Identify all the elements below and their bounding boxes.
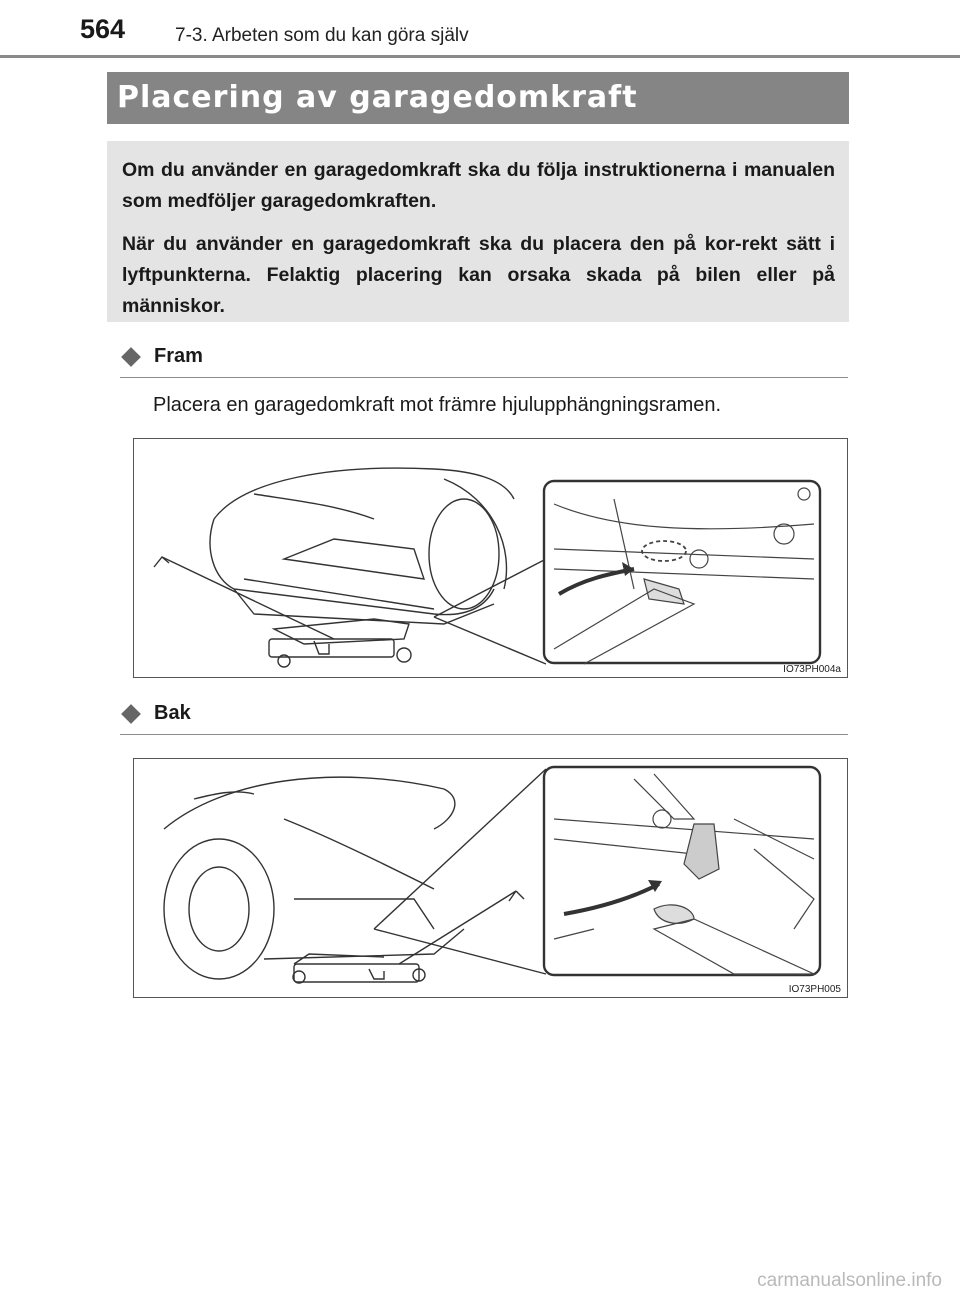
section-heading-bak [120,699,848,735]
section-label: Bak [154,702,191,724]
front-jack-drawing [134,439,847,677]
page-number: 564 [80,14,126,44]
info-paragraph: Om du använder en garagedomkraft ska du följa instruktionerna i manualen som medföljer garagedomkraften. [122,159,835,212]
front-jack-illustration [133,438,848,678]
watermark: carmanualsonline.info [757,1270,942,1291]
figure-code: IO73PH004a [783,664,841,675]
chapter-title: 7-3. Arbeten som du kan göra själv [175,25,469,46]
section-heading-fram [120,342,848,378]
header-rule [0,55,960,58]
diamond-bullet-icon [121,704,141,724]
figure-code: IO73PH005 [788,984,841,995]
diamond-bullet-icon [121,347,141,367]
instruction-text: Placera en garagedomkraft mot främre hjulupphängningsramen. [153,394,722,416]
rear-jack-drawing [134,759,847,997]
info-box [107,141,849,322]
rear-jack-illustration [133,758,848,998]
section-title: Placering av garagedomkraft [107,72,849,124]
section-label: Fram [154,345,203,367]
info-paragraph: När du använder en garagedomkraft ska du placera den på kor-rekt sätt i lyftpunkterna. Felaktig placering kan orsaka skada på bilen eller på människor. [122,233,835,317]
